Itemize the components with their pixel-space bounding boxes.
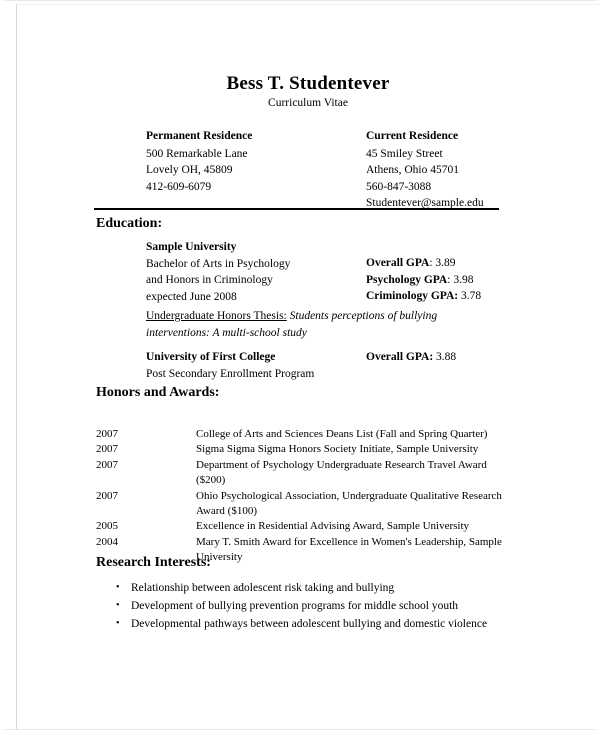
award-year: 2007 [96, 428, 118, 440]
current-city-line: Athens, Ohio 45701 [366, 164, 459, 176]
gpa-label: Overall GPA [366, 257, 430, 269]
header-divider [94, 208, 499, 210]
honors-awards-table [96, 427, 508, 566]
permanent-city-line: Lovely OH, 45809 [146, 164, 233, 176]
award-year: 2004 [96, 535, 118, 548]
gpa-value: 3.98 [453, 273, 474, 286]
award-description: Sigma Sigma Sigma Honors Society Initiate, Sample University [196, 443, 479, 456]
current-phone-line: 560-847-3088 [366, 180, 432, 193]
award-description: College of Arts and Sciences Deans List (Fall and Spring Quarter) [196, 428, 488, 440]
section-heading-honors-and-awards: Honors and Awards: [96, 385, 220, 400]
thesis-title: Students perceptions of bullying interventions: A multi-school study [146, 310, 438, 339]
education-degree-line-2: and Honors in Criminology [146, 274, 273, 286]
education-degree-line-1: Bachelor of Arts in Psychology [146, 257, 291, 270]
education-program-line: Post Secondary Enrollment Program [146, 367, 315, 380]
resume-content [8, 1, 600, 731]
list-item: • Development of bullying prevention programs for middle school youth [116, 597, 516, 615]
gpa-separator: : [447, 273, 454, 286]
current-residence-heading: Current Residence [366, 130, 459, 142]
gpa-row [366, 255, 481, 272]
permanent-residence-block [146, 128, 252, 195]
permanent-phone-line: 412-609-6079 [146, 180, 212, 193]
document-subtitle: Curriculum Vitae [268, 97, 348, 109]
gpa-list-university-of-first-college [366, 349, 456, 366]
current-address-line: 45 Smiley Street [366, 147, 443, 160]
education-entry-sample-university [146, 239, 290, 305]
gpa-value: 3.89 [435, 257, 456, 269]
gpa-row [366, 272, 481, 289]
education-school-name: Sample University [146, 241, 237, 253]
gpa-value: 3.78 [460, 290, 482, 302]
permanent-residence-heading: Permanent Residence [146, 130, 253, 142]
gpa-value: 3.88 [436, 351, 457, 363]
award-year: 2007 [96, 489, 118, 502]
gpa-row [366, 288, 481, 305]
award-description: Excellence in Residential Advising Award, Sample University [196, 520, 470, 533]
education-date-line: expected June 2008 [146, 290, 237, 303]
award-year: 2007 [96, 458, 118, 471]
permanent-address-line: 500 Remarkable Lane [146, 147, 248, 160]
gpa-label: Psychology GPA [366, 273, 448, 286]
award-description: Ohio Psychological Association, Undergraduate Qualitative Research Award ($100) [196, 489, 502, 518]
award-description: Department of Psychology Undergraduate Research Travel Award ($200) [196, 458, 487, 487]
thesis-label: Undergraduate Honors Thesis: [146, 310, 287, 322]
gpa-separator: : [429, 257, 436, 269]
award-description: Mary T. Smith Award for Excellence in Women's Leadership, Sample University [196, 535, 502, 564]
current-email-line[interactable]: Studentever@sample.edu [366, 197, 484, 209]
gpa-row [366, 349, 456, 366]
gpa-list-sample-university [366, 255, 481, 305]
page-title: Bess T. Studentever [226, 73, 390, 94]
gpa-label: Overall GPA: [366, 351, 434, 363]
education-entry-university-of-first-college [146, 349, 314, 382]
current-residence-block [366, 128, 484, 212]
list-item: • Relationship between adolescent risk taking and bullying [116, 579, 516, 597]
section-heading-education: Education: [96, 216, 163, 231]
table-row [96, 458, 508, 489]
award-year: 2005 [96, 520, 118, 533]
table-row [96, 427, 508, 442]
table-row [96, 519, 508, 534]
education-school-name: University of First College [146, 351, 276, 363]
research-interests-list [116, 579, 516, 633]
gpa-label: Criminology GPA: [366, 290, 459, 302]
section-heading-research-interests: Research Interests: [96, 555, 211, 570]
thesis-line [146, 308, 491, 341]
list-item: • Developmental pathways between adolescent bullying and domestic violence [116, 615, 516, 633]
award-year: 2007 [96, 443, 118, 456]
table-row [96, 442, 508, 457]
table-row [96, 489, 508, 520]
